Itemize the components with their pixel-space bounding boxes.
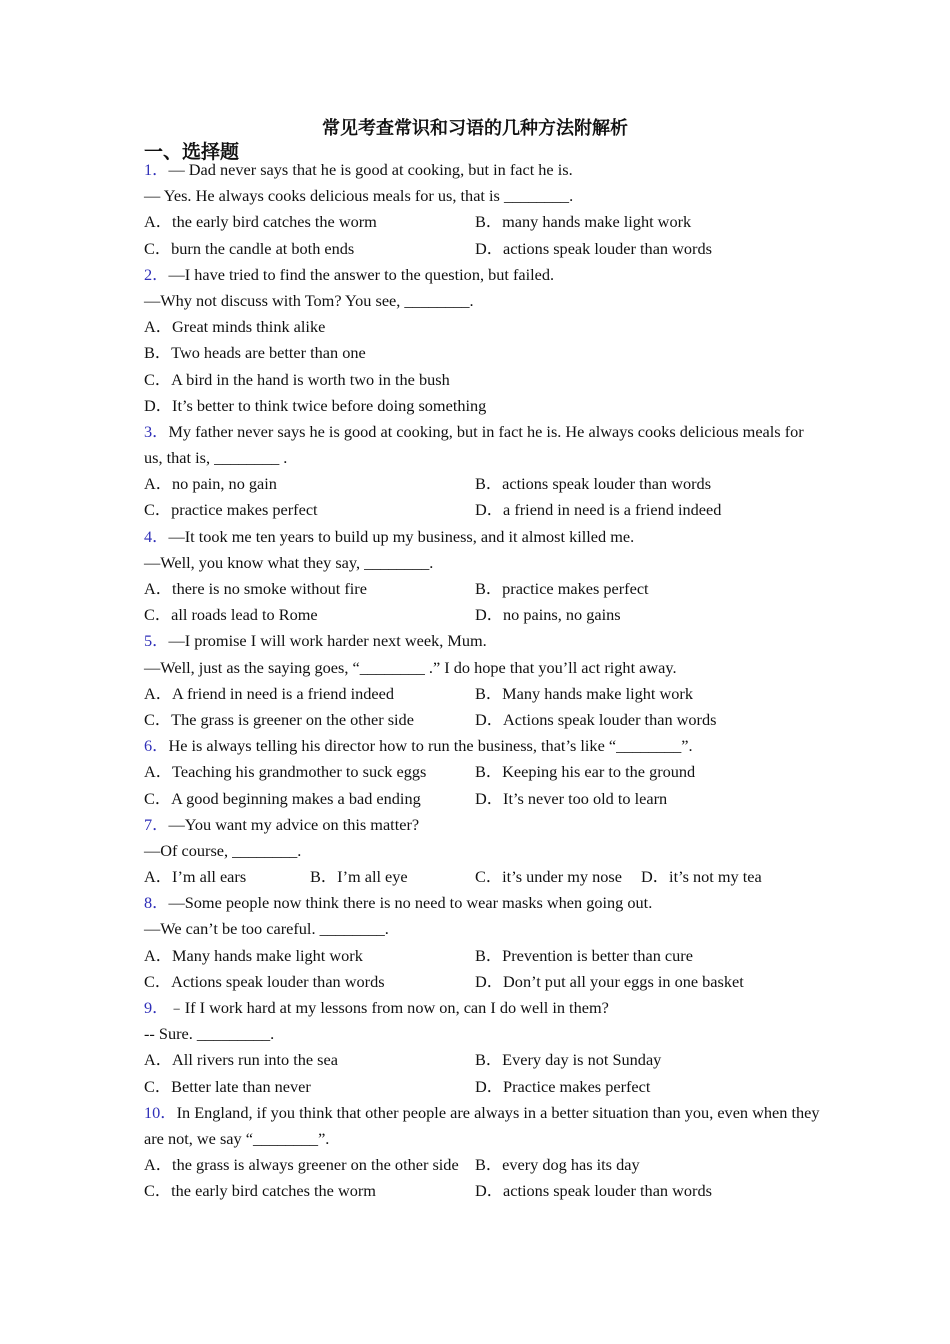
option-b[interactable]: B．practice makes perfect [475,579,649,599]
question-line: —We can’t be too careful. ________. [144,919,389,939]
option-c[interactable]: C．Actions speak louder than words [144,971,385,991]
question-line [144,262,824,288]
options-row [144,576,824,602]
options-row [144,707,824,733]
question-line: —Well, you know what they say, ________. [144,552,434,572]
option-d[interactable]: D．Practice makes perfect [475,1076,651,1096]
question-number: 7． [144,814,169,834]
option-c[interactable]: C．The grass is greener on the other side [144,709,414,729]
question-line [144,628,824,654]
option-b[interactable]: B．actions speak louder than words [475,474,712,494]
options-row [144,786,824,812]
question-line [144,890,824,916]
option-d[interactable]: D．a friend in need is a friend indeed [475,500,722,520]
question-line [144,733,824,759]
question-number: 10． [144,1102,177,1122]
question-number: 6． [144,736,169,756]
options-row [144,471,824,497]
option-b[interactable]: B．every dog has its day [475,1155,640,1175]
question-line [144,1100,824,1152]
question-line [144,812,824,838]
question-number: 4． [144,526,169,546]
option-b[interactable]: B．Many hands make light work [475,683,693,703]
question-4 [144,524,824,629]
options-row [144,759,824,785]
question-number: 3． [144,421,169,441]
question-number: 2． [144,264,169,284]
section-heading: 一、选择题 [144,141,240,163]
page-title: 常见考查常识和习语的几种方法附解析 [322,118,628,139]
option-c[interactable]: C．all roads lead to Rome [144,605,318,625]
options-row [144,497,824,523]
question-number: 8． [144,893,169,913]
option-d[interactable]: D．no pains, no gains [475,605,621,625]
option-d[interactable]: D．It’s never too old to learn [475,788,668,808]
question-text: He is always telling his director how to run the business, that’s like “________”. [168,736,693,756]
option-c[interactable]: C．A good beginning makes a bad ending [144,788,421,808]
question-10 [144,1100,824,1205]
question-line: -- Sure. _________. [144,1024,275,1044]
question-5 [144,628,824,733]
option-c[interactable]: C．practice makes perfect [144,500,318,520]
question-line: — Yes. He always cooks delicious meals for us, that is ________. [144,186,574,206]
option-a[interactable]: A．there is no smoke without fire [144,579,367,599]
question-9 [144,995,824,1100]
question-number: 9． [144,998,169,1018]
question-text: My father never says he is good at cooking, but in fact he is. He always cooks delicious meals for us, that is, ________ . [144,421,804,468]
question-number: 1． [144,160,169,179]
option-a[interactable]: A．the grass is always greener on the other side [144,1155,459,1175]
question-line [144,419,824,471]
options-row [144,1074,824,1100]
question-line [144,995,824,1021]
question-6 [144,733,824,812]
option-a[interactable]: A．Great minds think alike [144,317,326,337]
question-line: —Of course, ________. [144,840,302,860]
options-row [144,1152,824,1178]
options-row [144,209,824,235]
option-a[interactable]: A．Teaching his grandmother to suck eggs [144,762,427,782]
options-row [144,681,824,707]
question-text: —I promise I will work harder next week, Mum. [168,631,487,651]
question-text: ﹣If I work hard at my lessons from now on, can I do well in them? [168,998,609,1018]
option-a[interactable]: A．I’m all ears [144,867,247,887]
question-7 [144,812,824,891]
option-a[interactable]: A．the early bird catches the worm [144,212,377,232]
option-b[interactable]: B．I’m all eye [310,867,408,887]
option-d[interactable]: D．actions speak louder than words [475,238,712,258]
question-8 [144,890,824,995]
question-text: —I have tried to find the answer to the question, but failed. [168,264,555,284]
question-line: —Why not discuss with Tom? You see, ________. [144,290,474,310]
option-d[interactable]: D．Don’t put all your eggs in one basket [475,971,744,991]
question-2 [144,262,824,419]
options-row [144,864,824,890]
question-number: 5． [144,631,169,651]
option-c[interactable]: C．it’s under my nose [475,867,622,887]
option-d[interactable]: D．Actions speak louder than words [475,709,717,729]
option-a[interactable]: A．Many hands make light work [144,945,363,965]
options-row [144,1047,824,1073]
option-a[interactable]: A．All rivers run into the sea [144,1050,338,1070]
question-text: —Some people now think there is no need to wear masks when going out. [168,893,653,913]
option-c[interactable]: C．A bird in the hand is worth two in the bush [144,369,450,389]
question-line [144,157,824,183]
options-row [144,969,824,995]
question-text: —It took me ten years to build up my business, and it almost killed me. [168,526,635,546]
options-row [144,236,824,262]
question-line: —Well, just as the saying goes, “________ .” I do hope that you’ll act right away. [144,657,677,677]
question-text: —You want my advice on this matter? [168,814,420,834]
question-1 [144,157,824,262]
option-a[interactable]: A．no pain, no gain [144,474,277,494]
question-text: In England, if you think that other people are always in a better situation than you, even when they are not, we say “________”. [144,1102,820,1148]
options-row [144,943,824,969]
option-a[interactable]: A．A friend in need is a friend indeed [144,683,395,703]
question-text: — Dad never says that he is good at cooking, but in fact he is. [168,160,573,179]
option-c[interactable]: C．burn the candle at both ends [144,238,355,258]
options-row [144,1178,824,1204]
question-line [144,524,824,550]
option-d[interactable]: D．It’s better to think twice before doing something [144,395,487,415]
question-3 [144,419,824,524]
option-b[interactable]: B．Prevention is better than cure [475,945,693,965]
option-b[interactable]: B．Keeping his ear to the ground [475,762,696,782]
question-list [144,157,824,1205]
option-c[interactable]: C．the early bird catches the worm [144,1181,376,1201]
options-row [144,602,824,628]
option-d[interactable]: D．it’s not my tea [641,867,762,887]
option-d[interactable]: D．actions speak louder than words [475,1181,712,1201]
option-b[interactable]: B．Every day is not Sunday [475,1050,662,1070]
option-b[interactable]: B．Two heads are better than one [144,343,366,363]
option-c[interactable]: C．Better late than never [144,1076,311,1096]
option-b[interactable]: B．many hands make light work [475,212,692,232]
